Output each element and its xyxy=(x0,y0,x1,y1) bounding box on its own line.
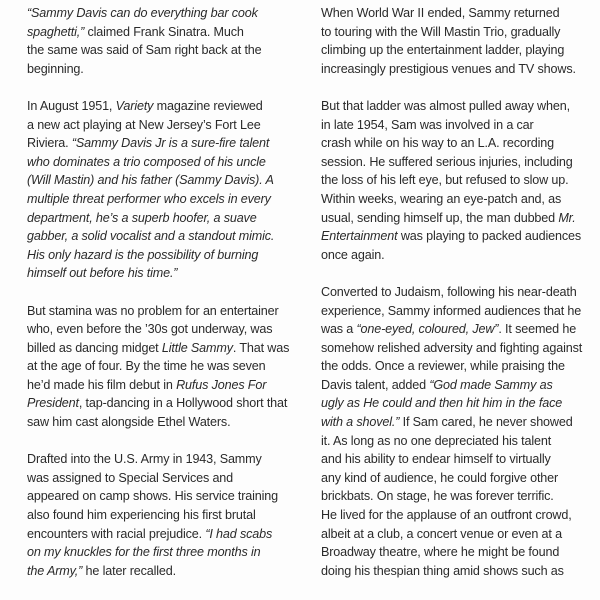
text-run: Converted to Judaism, following his near-death experience, Sammy informed audiences that he was a xyxy=(321,284,582,337)
italic-text-run: Variety xyxy=(115,98,154,113)
paragraph-early-career xyxy=(27,302,303,432)
text-run: But stamina was no problem for an entertainer who, even before the ’30s got underway, was billed as dancing midget xyxy=(27,303,279,355)
italic-text-run: “one-eyed, coloured, Jew” xyxy=(356,322,499,337)
text-run: But that ladder was almost pulled away when, in late 1954, Sam was involved in a car crash while on his way to an L.A. recording session. He suffered serious injuries, including the loss of his left eye, but refused to slow up. Within weeks, wearing an eye-patch and, as usual, sending himself up, the man dubbed xyxy=(321,98,573,225)
text-run: If Sam cared, he never showed it. As long as no one depreciated his talent and his ability to endear himself to virtually any kind of audience, he could forgive other brickbats. On stage, he was forever terrific. He lived for the applause of an outfront crowd, albeit at a club, a concert venue or even at a Broadway theatre, where he might be found doing his thespian thing amid shows such as xyxy=(321,415,573,578)
italic-text-run: Rufus Jones For President xyxy=(27,377,267,411)
paragraph-judaism xyxy=(321,283,591,581)
italic-text-run: Mr. Entertainment xyxy=(321,210,576,244)
text-run: . That was at the age of four. By the time he was seven he’d made his film debut in xyxy=(27,340,290,392)
text-run: he later recalled. xyxy=(82,563,176,578)
right-text-column xyxy=(321,4,591,599)
paragraph-post-war xyxy=(321,4,591,78)
paragraph-sinatra-quote xyxy=(27,4,303,78)
text-run: , tap-dancing in a Hollywood short that saw him cast alongside Ethel Waters. xyxy=(27,396,288,430)
italic-text-run: “God made Sammy as ugly as He could and then hit him in the face with a shovel.” xyxy=(321,377,563,430)
text-run: was playing to packed audiences once again. xyxy=(321,229,581,262)
text-run: claimed Frank Sinatra. Much the same was said of Sam right back at the beginning. xyxy=(27,24,262,76)
text-run: When World War II ended, Sammy returned to touring with the Will Mastin Trio, gradually climbing up the entertainment ladder, playing increasingly prestigious venues and TV shows. xyxy=(321,6,576,76)
italic-text-run: “Sammy Davis Jr is a sure-fire talent who dominates a trio composed of his uncle (Will Mastin) and his father (Sammy Davis). A multiple threat performer who excels in every department, he’s a superb hoofer, a suave gabber, a solid vocalist and a standout mimic. His only hazard is the possibility of burning himself out before his time.” xyxy=(27,136,275,281)
paragraph-variety-review xyxy=(27,97,303,283)
text-run: In August 1951, xyxy=(27,98,116,113)
paragraph-car-crash xyxy=(321,97,591,264)
left-text-column xyxy=(27,4,303,599)
paragraph-army-service xyxy=(27,450,303,580)
italic-text-run: “I had scabs on my knuckles for the first three months in the Army,” xyxy=(27,526,273,578)
italic-text-run: “Sammy Davis can do everything bar cook spaghetti,” xyxy=(27,6,258,39)
italic-text-run: Little Sammy xyxy=(161,340,233,355)
text-run: Drafted into the U.S. Army in 1943, Sammy was assigned to Special Services and appeared on camp shows. His service training also found him experiencing his first brutal encounters with racial prejudice. xyxy=(27,452,279,541)
text-run: . It seemed he somehow relished adversity and fighting against the odds. Once a reviewer, while praising the Davis talent, added xyxy=(321,322,583,392)
text-run: magazine reviewed a new act playing at New Jersey’s Fort Lee Riviera. xyxy=(27,98,263,151)
